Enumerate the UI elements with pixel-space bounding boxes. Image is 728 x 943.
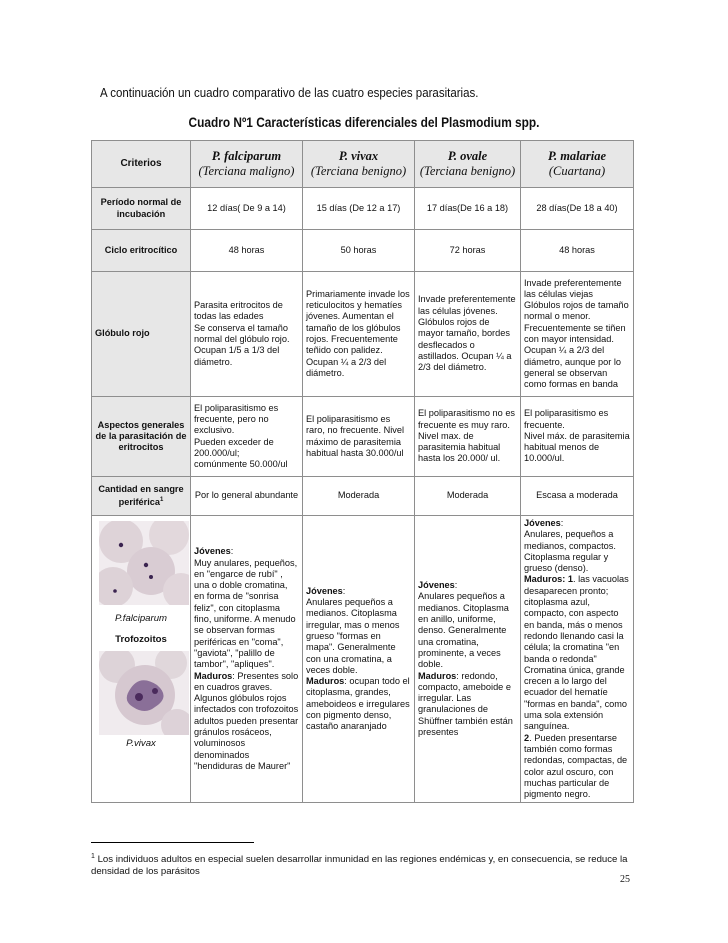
table-cell: 48 horas xyxy=(521,230,634,272)
table-title: Cuadro Nº1 Características diferenciales del Plasmodium spp. xyxy=(188,115,540,130)
mature-label: Maduros xyxy=(418,670,457,681)
table-cell xyxy=(521,516,634,803)
young-label: Jóvenes xyxy=(524,518,561,528)
row-label: Glóbulo rojo xyxy=(92,272,191,397)
parasitism-row xyxy=(92,397,634,477)
mature-text: . las vacuolas desaparecen pronto; citoplasma azul, compacto, con aspecto en banda, más o menos redondo llenando casi la célula; la cromatina "en banda o redonda" Cromatina única, grande crecen a lo largo del ecuador del hematíe "formas en banda", como uma sola extensión sanguínea. xyxy=(524,574,629,732)
table-cell: El poliparasitismo es frecuente. Nivel máx. de parasitemia habitual menos de 10.000/ul. xyxy=(521,397,634,477)
footnote-divider xyxy=(91,842,254,843)
table-cell: Moderada xyxy=(303,477,415,516)
row-label: Trofozoitos xyxy=(115,634,167,645)
table-cell: Invade preferentemente las células viejas Glóbulos rojos de tamaño normal o menor. Frecuentemente se tiñen con mayor intensidad. Ocupan ¼ a 2/3 del diámetro, aunque por lo general se observan como formas en banda xyxy=(521,272,634,397)
footnote-text: Los individuos adultos en especial suelen desarrollar inmunidad en las regiones endémicas y, en consecuencia, se reduce la densidad de los parásitos xyxy=(91,854,628,878)
mature-label: Maduros xyxy=(194,670,233,681)
mature-text-2: . Pueden presentarse también como formas redondas, compactas, de color azul oscuro, con muchas particular de pigmento negro. xyxy=(524,732,628,800)
species-sub: (Terciana benigno) xyxy=(419,164,516,178)
young-label: Jóvenes xyxy=(418,580,455,591)
young-text: : Anulares pequeños a medianos. Citoplasma irregular, mas o menos grueso "formas en mapa". Generalmente con una cromatina, a veces doble. xyxy=(306,585,400,675)
red-cell-row xyxy=(92,272,634,397)
species-sub: (Cuartana) xyxy=(548,164,606,178)
species-sub: (Terciana maligno) xyxy=(198,164,295,178)
table-cell: Escasa a moderada xyxy=(521,477,634,516)
vivax-micrograph xyxy=(99,651,189,735)
row-label: Aspectos generales de la parasitación de eritrocitos xyxy=(92,397,191,477)
table-cell: Primariamente invade los reticulocitos y hematíes jóvenes. Aumentan el tamaño de los glóbulos rojos. Frecuentemente teñido con palidez. Ocupan ¼ a 2/3 del diámetro. xyxy=(303,272,415,397)
falciparum-caption: P.falciparum xyxy=(114,613,168,624)
young-label: Jóvenes xyxy=(194,546,231,557)
intro-text: A continuación un cuadro comparativo de las cuatro especies parasitarias. xyxy=(100,86,479,100)
mature-text: : redondo, compacto, ameboide e irregular. Las granulaciones de Shüffner también están presentes xyxy=(418,670,513,737)
species-header-falciparum xyxy=(191,141,303,188)
table-cell: 17 días(De 16 a 18) xyxy=(415,188,521,230)
table-cell: Moderada xyxy=(415,477,521,516)
table-cell: 50 horas xyxy=(303,230,415,272)
table-cell: 28 días(De 18 a 40) xyxy=(521,188,634,230)
mature-text: : ocupan todo el citoplasma, grandes, ameboideos e irregulares con pigmento denso, castaño anaranjado xyxy=(306,676,410,732)
cycle-row xyxy=(92,230,634,272)
mature-number-2: 2 xyxy=(524,732,530,743)
table-cell: Por lo general abundante xyxy=(191,477,303,516)
young-text: : Anulares pequeños a medianos. Citoplasma en anillo, uniforme, denso. Generalmente una cromatina, prominente, a veces doble. xyxy=(418,580,509,670)
footnote-ref: 1 xyxy=(160,496,164,503)
table-cell: 15 días (De 12 a 17) xyxy=(303,188,415,230)
species-header-ovale xyxy=(415,141,521,188)
row-label: Ciclo eritrocítico xyxy=(92,230,191,272)
table-cell: El poliparasitismo es frecuente, pero no exclusivo. Pueden exceder de 200.000/ul; comúnmente 50.000/ul xyxy=(191,397,303,477)
trophozoite-row xyxy=(92,516,634,803)
young-text: : Muy anulares, pequeños, en "engarce de rubí" , una o doble cromatina, en forma de "sonrisa feliz", con citoplasma fino, uniforme. A menudo se observan formas periféricas en "coma", "gaviota", "palillo de tambor", "apliques". xyxy=(194,546,298,670)
species-sub: (Terciana benigno) xyxy=(310,164,407,178)
mature-number: : 1 xyxy=(562,574,574,585)
table-cell: 12 días( De 9 a 14) xyxy=(191,188,303,230)
incubation-row xyxy=(92,188,634,230)
mature-label: Maduros xyxy=(306,676,345,687)
page-number: 25 xyxy=(620,874,630,885)
table-cell: 48 horas xyxy=(191,230,303,272)
mature-label: Maduros xyxy=(524,574,563,585)
footnote-number: 1 xyxy=(91,853,95,860)
row-label xyxy=(92,477,191,516)
table-cell: El poliparasitismo no es frecuente es muy raro. Nivel max. de parasitemia habitual hasta los 20.000/ ul. xyxy=(415,397,521,477)
criteria-header: Criterios xyxy=(92,141,191,188)
table-cell: 72 horas xyxy=(415,230,521,272)
young-text: : Anulares, pequeños a medianos, compactos. Citoplasma regular y grueso (denso). xyxy=(524,518,616,574)
table-cell: El poliparasitismo es raro, no frecuente. Nivel máximo de parasitemia habitual hasta 30.000/ul xyxy=(303,397,415,477)
species-header-malariae xyxy=(521,141,634,188)
species-name: P. malariae xyxy=(547,149,607,163)
footnote xyxy=(91,851,636,878)
table-cell xyxy=(303,516,415,803)
mature-text: : Presentes solo en cuadros graves. Algunos glóbulos rojos infectados con trofozoitos adultos pueden presentar gránulos rosáceos, voluminosos denominados "hendiduras de Maurer" xyxy=(194,670,299,771)
table-cell: Invade preferentemente las células jóvenes. Glóbulos rojos de mayor tamaño, bordes desflecados o astillados. Ocupan ¼ a 2/3 del diámetro. xyxy=(415,272,521,397)
header-row xyxy=(92,141,634,188)
row-label: Período normal de incubación xyxy=(92,188,191,230)
young-label: Jóvenes xyxy=(306,585,343,596)
row-label-text: Cantidad en sangre periférica xyxy=(98,483,184,508)
vivax-caption: P.vivax xyxy=(126,738,156,749)
species-name: P. ovale xyxy=(447,149,488,163)
table-cell: Parasita eritrocitos de todas las edades Se conserva el tamaño normal del glóbulo rojo. Ocupan 1/5 a 1/3 del diámetro. xyxy=(191,272,303,397)
species-name: P. falciparum xyxy=(211,149,282,163)
falciparum-micrograph xyxy=(99,521,189,605)
species-header-vivax xyxy=(303,141,415,188)
table-cell xyxy=(191,516,303,803)
comparison-table xyxy=(91,140,634,803)
table-cell xyxy=(415,516,521,803)
species-name: P. vivax xyxy=(338,149,379,163)
quantity-row xyxy=(92,477,634,516)
trophozoite-label-cell xyxy=(92,516,191,803)
